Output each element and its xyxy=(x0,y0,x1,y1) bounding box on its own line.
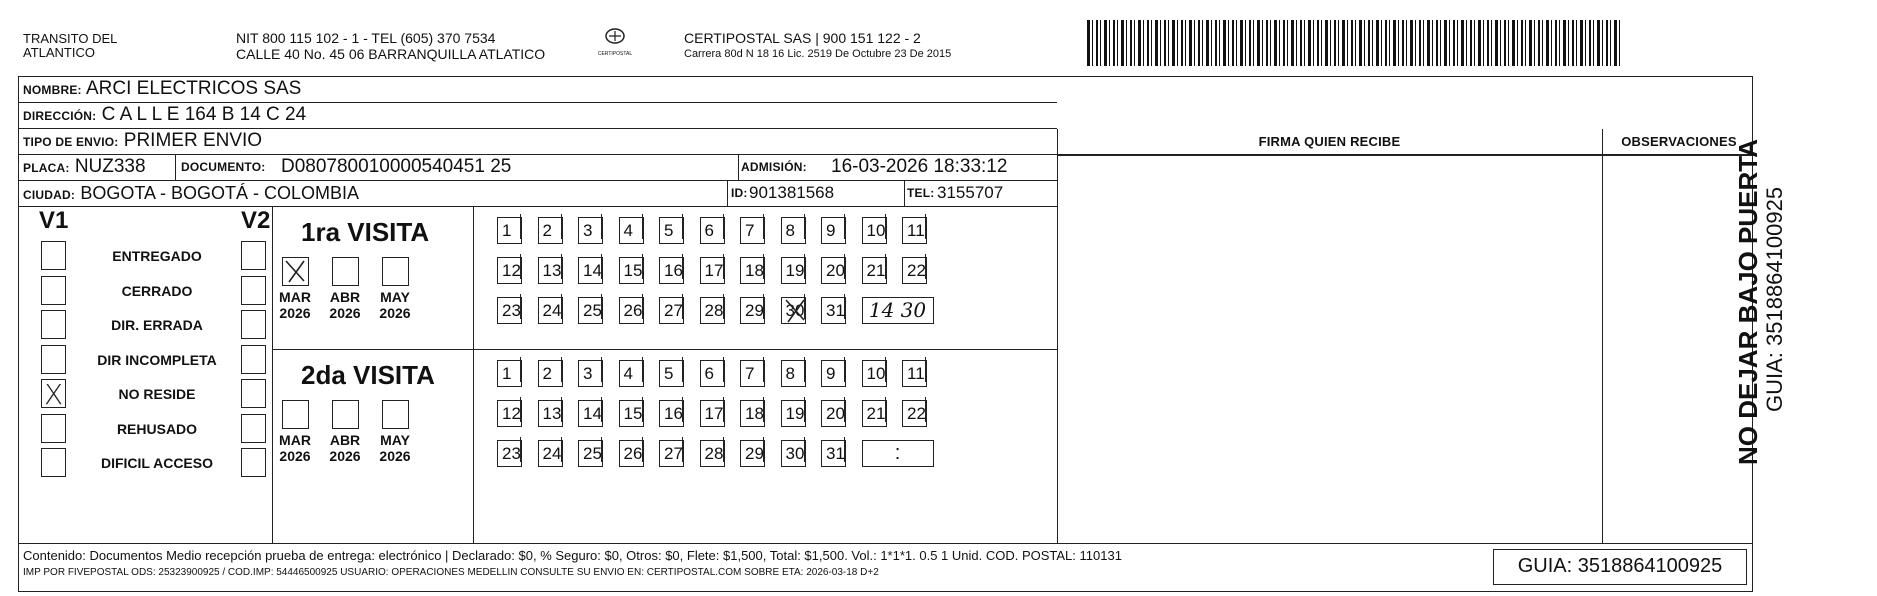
logo-icon xyxy=(602,28,628,46)
month-checkbox[interactable] xyxy=(332,257,359,286)
day-box[interactable]: 4 xyxy=(619,360,644,387)
day-box[interactable]: 22 xyxy=(902,257,927,284)
footer-guia-box xyxy=(1493,549,1747,585)
day-box[interactable]: 25 xyxy=(578,440,603,467)
status-v1-checkbox[interactable] xyxy=(41,241,66,270)
issuer-line-2: ATLANTICO xyxy=(23,45,95,60)
courier-logo xyxy=(590,28,640,58)
day-box[interactable]: 17 xyxy=(700,400,725,427)
tel-label: TEL: xyxy=(907,186,935,200)
month-checkbox[interactable] xyxy=(382,400,409,429)
observaciones-label: OBSERVACIONES xyxy=(1621,134,1737,149)
first-visit-title: 1ra VISITA xyxy=(301,217,430,247)
status-v2-checkbox[interactable] xyxy=(241,379,266,408)
month-label xyxy=(370,289,420,321)
issuer-line-1: TRANSITO DEL xyxy=(23,31,118,46)
month-year: 2026 xyxy=(329,305,361,321)
row-ciudad xyxy=(19,181,1057,207)
plate: NUZ338 xyxy=(74,156,146,177)
day-box[interactable]: 14 xyxy=(578,257,603,284)
status-v2-checkbox[interactable] xyxy=(241,276,266,305)
status-option-label: DIFICIL ACCESO xyxy=(100,455,213,471)
status-v1-checkbox[interactable] xyxy=(41,448,66,477)
day-box[interactable]: 6 xyxy=(700,360,725,387)
document-number: D080780010000540451 25 xyxy=(281,156,512,177)
status-option-label: REHUSADO xyxy=(116,420,198,437)
month-name: MAR xyxy=(279,289,311,305)
day-box[interactable]: 23 xyxy=(497,297,522,324)
status-v2-checkbox[interactable] xyxy=(241,345,266,374)
recipient-address: C A L L E 164 B 14 C 24 xyxy=(101,104,307,125)
month-name: ABR xyxy=(329,432,361,448)
visit-time[interactable]: 14 30 xyxy=(862,297,934,324)
delivery-form xyxy=(18,76,1753,592)
day-box[interactable]: 3 xyxy=(578,360,603,387)
recipient-city: BOGOTA - BOGOTÁ - COLOMBIA xyxy=(80,183,360,203)
day-box[interactable]: 1 xyxy=(497,360,522,387)
footer-content-line: Contenido: Documentos Medio recepción prueba de entrega: electrónico | Declarado: $0, % Seguro: $0, Otros: $0, Flete: $1,500, Total: $1,500. Vol.: 1*1*1. 0.5 1 Unid. COD. POSTAL: 110131 xyxy=(23,548,1122,563)
month-label xyxy=(370,432,420,464)
day-box[interactable]: 31 xyxy=(821,297,846,324)
day-box[interactable]: 17 xyxy=(700,257,725,284)
day-box[interactable]: 25 xyxy=(578,297,603,324)
status-v2-checkbox[interactable] xyxy=(241,448,266,477)
observations-area[interactable] xyxy=(1604,157,1752,541)
visit-time[interactable]: : xyxy=(862,440,934,467)
status-v1-checkbox[interactable] xyxy=(41,310,66,339)
send-type-label: TIPO DE ENVIO: xyxy=(23,135,119,149)
month-year: 2026 xyxy=(379,448,411,464)
day-box[interactable]: 6 xyxy=(700,217,725,244)
day-box[interactable]: 16 xyxy=(659,400,684,427)
month-label xyxy=(270,432,320,464)
admission-datetime: 16-03-2026 18:33:12 xyxy=(831,156,1008,177)
plate-label: PLACA: xyxy=(23,161,70,175)
document-label: DOCUMENTO: xyxy=(181,160,266,174)
day-box[interactable]: 14 xyxy=(578,400,603,427)
month-checkbox[interactable] xyxy=(282,257,309,286)
status-v2-checkbox[interactable] xyxy=(241,241,266,270)
day-box[interactable]: 2 xyxy=(538,217,563,244)
day-box[interactable]: 20 xyxy=(821,257,846,284)
day-box[interactable]: 12 xyxy=(497,400,522,427)
month-checkbox[interactable] xyxy=(282,400,309,429)
month-label xyxy=(320,289,370,321)
logo-text: CERTIPOSTAL xyxy=(597,51,633,57)
status-v2-checkbox[interactable] xyxy=(241,414,266,443)
day-box[interactable]: 24 xyxy=(538,297,563,324)
day-box[interactable]: 19 xyxy=(781,257,806,284)
status-v1-checkbox[interactable] xyxy=(41,276,66,305)
month-label xyxy=(320,432,370,464)
city-label: CIUDAD: xyxy=(23,188,76,202)
barcode xyxy=(1087,20,1622,66)
day-box[interactable]: 5 xyxy=(659,217,684,244)
day-box[interactable]: 7 xyxy=(740,217,765,244)
day-box[interactable]: 18 xyxy=(740,400,765,427)
month-year: 2026 xyxy=(379,305,411,321)
month-name: MAY xyxy=(380,432,410,448)
v1-label: V1 xyxy=(39,207,69,234)
day-box[interactable]: 28 xyxy=(700,297,725,324)
month-year: 2026 xyxy=(279,305,311,321)
admission-label: ADMISIÓN: xyxy=(741,160,807,174)
status-option-label: ENTREGADO xyxy=(112,248,202,264)
day-box[interactable]: 21 xyxy=(862,400,887,427)
day-box[interactable]: 27 xyxy=(659,440,684,467)
day-box[interactable]: 23 xyxy=(497,440,522,467)
month-name: MAR xyxy=(279,432,311,448)
day-box[interactable]: 3 xyxy=(578,217,603,244)
day-box[interactable]: 8 xyxy=(781,217,806,244)
day-box[interactable]: 31 xyxy=(821,440,846,467)
courier-info xyxy=(684,30,951,61)
day-box[interactable]: 30 xyxy=(781,297,806,324)
side-guia: GUIA: 3518864100925 xyxy=(1762,186,1787,412)
footer-print-line: IMP POR FIVEPOSTAL ODS: 25323900925 / COD.IMP: 54446500925 USUARIO: OPERACIONES MEDELLIN CONSULTE SU ENVIO EN: CERTIPOSTAL.COM SOBRE ETA: 2026-03-18 D+2 xyxy=(23,567,879,578)
send-type: PRIMER ENVIO xyxy=(123,130,263,151)
day-box[interactable]: 27 xyxy=(659,297,684,324)
address-line: CALLE 40 No. 45 06 BARRANQUILLA ATLATICO xyxy=(236,46,546,62)
day-box[interactable]: 12 xyxy=(497,257,522,284)
day-box[interactable]: 21 xyxy=(862,257,887,284)
day-box[interactable]: 29 xyxy=(740,297,765,324)
day-box[interactable]: 26 xyxy=(619,440,644,467)
v2-label: V2 xyxy=(241,207,271,234)
day-box[interactable]: 22 xyxy=(902,400,927,427)
month-year: 2026 xyxy=(279,448,311,464)
firma-label: FIRMA QUIEN RECIBE xyxy=(1258,134,1401,149)
day-box[interactable]: 9 xyxy=(821,217,846,244)
day-box[interactable]: 30 xyxy=(781,440,806,467)
day-box[interactable]: 7 xyxy=(740,360,765,387)
month-name: MAY xyxy=(380,289,410,305)
day-box[interactable]: 4 xyxy=(619,217,644,244)
id-label: ID: xyxy=(731,186,748,200)
status-option-label: NO RESIDE xyxy=(118,386,196,402)
status-v1-checkbox[interactable] xyxy=(41,379,66,408)
side-notice: NO DEJAR BAJO PUERTA xyxy=(1733,138,1763,465)
day-box[interactable]: 9 xyxy=(821,360,846,387)
day-mark-icon xyxy=(784,296,806,324)
day-box[interactable]: 29 xyxy=(740,440,765,467)
day-box[interactable]: 11 xyxy=(902,217,927,244)
status-option-label: CERRADO xyxy=(121,282,193,299)
month-name: ABR xyxy=(329,289,361,305)
status-option-label: DIR INCOMPLETA xyxy=(97,351,217,368)
issuer-contact xyxy=(236,30,545,62)
day-box[interactable]: 24 xyxy=(538,440,563,467)
row-direccion xyxy=(19,103,1057,129)
day-box[interactable]: 11 xyxy=(902,360,927,387)
status-v1-checkbox[interactable] xyxy=(41,345,66,374)
second-visit-title: 2da VISITA xyxy=(301,360,435,390)
month-checkbox[interactable] xyxy=(332,400,359,429)
status-v2-checkbox[interactable] xyxy=(241,310,266,339)
day-box[interactable]: 10 xyxy=(862,217,887,244)
recipient-name: ARCI ELECTRICOS SAS xyxy=(85,78,302,99)
issuer-name xyxy=(23,32,117,60)
day-box[interactable]: 13 xyxy=(538,257,563,284)
day-box[interactable]: 5 xyxy=(659,360,684,387)
day-box[interactable]: 1 xyxy=(497,217,522,244)
day-box[interactable]: 10 xyxy=(862,360,887,387)
footer-guia: GUIA: 3518864100925 xyxy=(1517,555,1723,577)
day-box[interactable]: 16 xyxy=(659,257,684,284)
recipient-id: 901381568 xyxy=(749,183,835,202)
courier-line: CERTIPOSTAL SAS | 900 151 122 - 2 xyxy=(684,30,921,46)
address-label: DIRECCIÓN: xyxy=(23,109,97,123)
status-v1-checkbox[interactable] xyxy=(41,414,66,443)
month-checkbox[interactable] xyxy=(382,257,409,286)
day-box[interactable]: 13 xyxy=(538,400,563,427)
license-line: Carrera 80d N 18 16 Lic. 2519 De Octubre 23 De 2015 xyxy=(684,48,952,60)
recipient-tel: 3155707 xyxy=(937,183,1004,202)
status-option-label: DIR. ERRADA xyxy=(111,317,203,333)
day-box[interactable]: 20 xyxy=(821,400,846,427)
month-year: 2026 xyxy=(329,448,361,464)
name-label: NOMBRE: xyxy=(23,83,82,97)
day-box[interactable]: 2 xyxy=(538,360,563,387)
day-box[interactable]: 18 xyxy=(740,257,765,284)
day-box[interactable]: 8 xyxy=(781,360,806,387)
day-box[interactable]: 15 xyxy=(619,257,644,284)
day-box[interactable]: 26 xyxy=(619,297,644,324)
row-nombre xyxy=(19,77,1057,103)
signature-area[interactable] xyxy=(1059,157,1601,541)
day-box[interactable]: 28 xyxy=(700,440,725,467)
day-box[interactable]: 15 xyxy=(619,400,644,427)
month-label xyxy=(270,289,320,321)
day-box[interactable]: 19 xyxy=(781,400,806,427)
nit-line: NIT 800 115 102 - 1 - TEL (605) 370 7534 xyxy=(236,30,496,46)
